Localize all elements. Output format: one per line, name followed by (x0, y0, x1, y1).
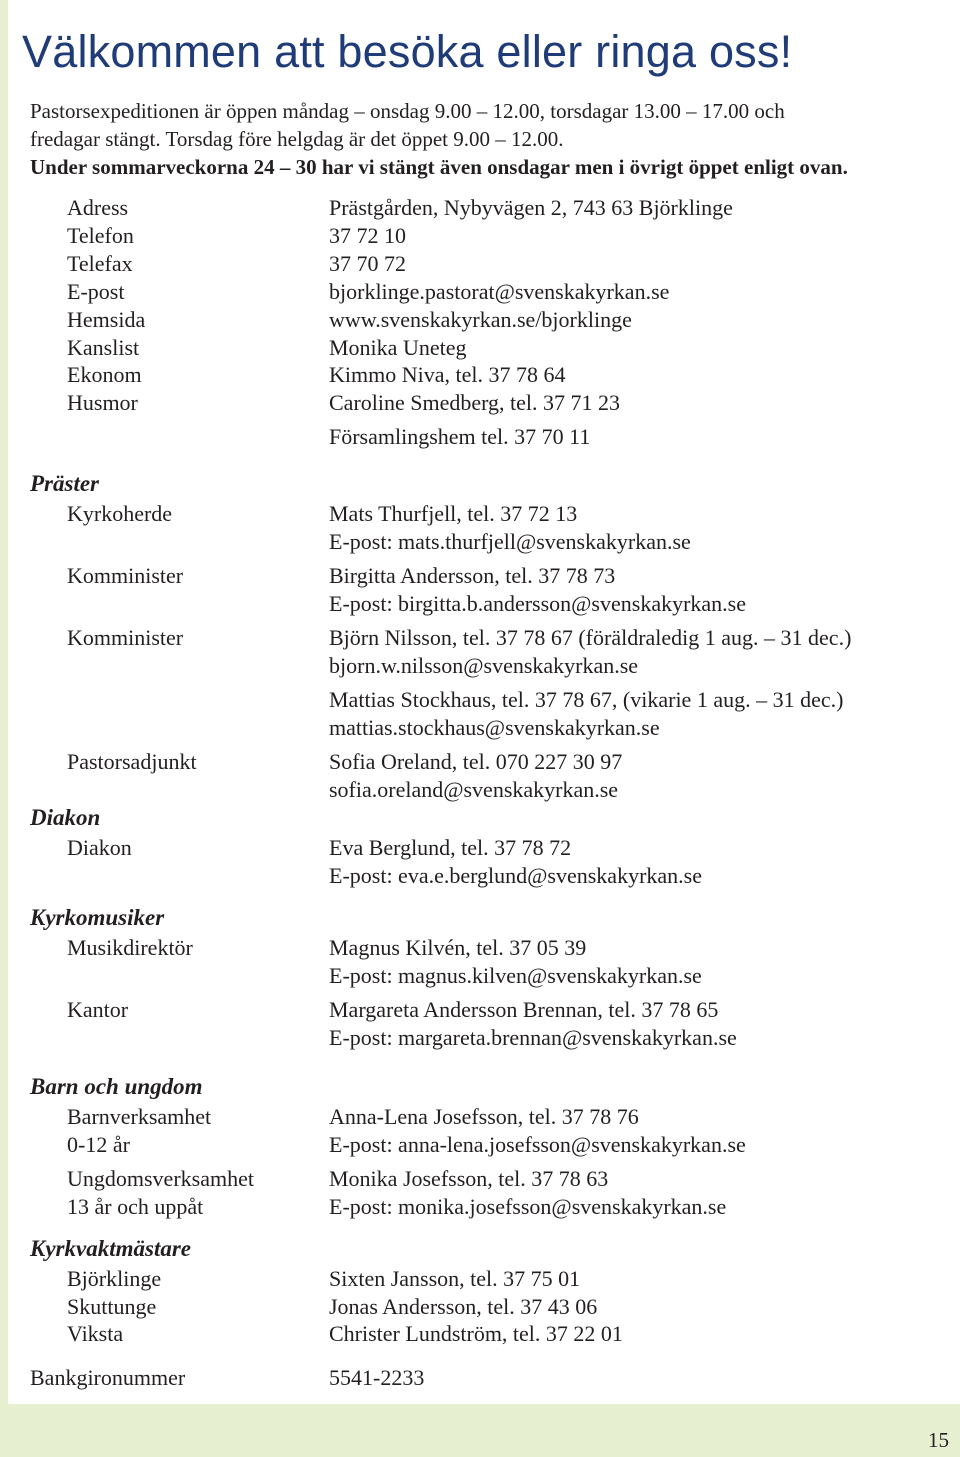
person-phone: Margareta Andersson Brennan, tel. 37 78 65 (329, 997, 719, 1022)
contact-label: Telefax (67, 251, 133, 276)
contact-value: Prästgården, Nybyvägen 2, 743 63 Björklinge (329, 195, 733, 220)
contact-value: Monika Uneteg (329, 335, 467, 360)
page-number: 15 (928, 1428, 949, 1452)
person-phone: Christer Lundström, tel. 37 22 01 (329, 1321, 623, 1346)
contact-label: Kanslist (67, 335, 140, 360)
person-phone: Mattias Stockhaus, tel. 37 78 67, (vikarie 1 aug. – 31 dec.) (329, 687, 844, 712)
place-label: Skuttunge (67, 1294, 157, 1319)
person-phone: Magnus Kilvén, tel. 37 05 39 (329, 935, 587, 960)
contact-label: E-post (67, 279, 125, 304)
contact-label: Adress (67, 195, 129, 220)
email-link[interactable]: sofia.oreland@svenskakyrkan.se (329, 777, 619, 802)
role-label: Musikdirektör (67, 935, 193, 960)
person-phone: Birgitta Andersson, tel. 37 78 73 (329, 563, 616, 588)
place-label: Björklinge (67, 1266, 162, 1291)
email-link[interactable]: E-post: magnus.kilven@svenskakyrkan.se (329, 963, 702, 988)
section-heading-barn-och-ungdom: Barn och ungdom (30, 1074, 203, 1099)
role-label: Barnverksamhet (67, 1104, 212, 1129)
role-sublabel: 0-12 år (67, 1132, 130, 1157)
person-phone: Sixten Jansson, tel. 37 75 01 (329, 1266, 581, 1291)
section-heading-praster: Präster (30, 471, 99, 496)
bankgiro-value: 5541-2233 (329, 1365, 425, 1390)
email-link[interactable]: E-post: margareta.brennan@svenskakyrkan.se (329, 1025, 737, 1050)
role-sublabel: 13 år och uppåt (67, 1194, 204, 1219)
opening-hours-line-2: fredagar stängt. Torsdag före helgdag är det öppet 9.00 – 12.00. (30, 127, 564, 151)
bankgiro-label: Bankgironummer (30, 1365, 186, 1390)
email-link[interactable]: E-post: anna-lena.josefsson@svenskakyrkan.se (329, 1132, 746, 1157)
contact-value: Kimmo Niva, tel. 37 78 64 (329, 362, 566, 387)
person-phone: Anna-Lena Josefsson, tel. 37 78 76 (329, 1104, 639, 1129)
email-link[interactable]: E-post: mats.thurfjell@svenskakyrkan.se (329, 529, 691, 554)
opening-hours-line-1: Pastorsexpeditionen är öppen måndag – onsdag 9.00 – 12.00, torsdagar 13.00 – 17.00 och (30, 99, 785, 123)
email-link[interactable]: mattias.stockhaus@svenskakyrkan.se (329, 715, 660, 740)
place-label: Viksta (67, 1321, 124, 1346)
contact-value: 37 70 72 (329, 251, 406, 276)
person-phone: Mats Thurfjell, tel. 37 72 13 (329, 501, 578, 526)
section-heading-kyrkvaktmastare: Kyrkvaktmästare (30, 1236, 191, 1261)
email-link[interactable]: E-post: monika.josefsson@svenskakyrkan.se (329, 1194, 727, 1219)
contact-label: Husmor (67, 390, 138, 415)
person-phone: Sofia Oreland, tel. 070 227 30 97 (329, 749, 623, 774)
role-label: Diakon (67, 835, 132, 860)
contact-label: Ekonom (67, 362, 142, 387)
contact-value: Caroline Smedberg, tel. 37 71 23 (329, 390, 621, 415)
person-phone: Eva Berglund, tel. 37 78 72 (329, 835, 572, 860)
section-heading-kyrkomusiker: Kyrkomusiker (30, 905, 165, 930)
role-label: Ungdomsverksamhet (67, 1166, 254, 1191)
email-link[interactable]: E-post: birgitta.b.andersson@svenskakyrkan.se (329, 591, 747, 616)
email-link[interactable]: bjorn.w.nilsson@svenskakyrkan.se (329, 653, 639, 678)
role-label: Kyrkoherde (67, 501, 173, 526)
contact-value: 37 72 10 (329, 223, 406, 248)
contact-label: Hemsida (67, 307, 146, 332)
person-phone: Monika Josefsson, tel. 37 78 63 (329, 1166, 609, 1191)
section-heading-diakon: Diakon (30, 805, 101, 830)
person-phone: Jonas Andersson, tel. 37 43 06 (329, 1294, 598, 1319)
contact-value: Församlingshem tel. 37 70 11 (329, 424, 591, 449)
role-label: Komminister (67, 563, 184, 588)
website-link[interactable]: www.svenskakyrkan.se/bjorklinge (329, 307, 632, 332)
email-link[interactable]: E-post: eva.e.berglund@svenskakyrkan.se (329, 863, 702, 888)
role-label: Kantor (67, 997, 129, 1022)
role-label: Komminister (67, 625, 184, 650)
contact-label: Telefon (67, 223, 134, 248)
page-title: Välkommen att besöka eller ringa oss! (22, 26, 793, 77)
person-phone: Björn Nilsson, tel. 37 78 67 (föräldraledig 1 aug. – 31 dec.) (329, 625, 852, 650)
role-label: Pastorsadjunkt (67, 749, 197, 774)
email-link[interactable]: bjorklinge.pastorat@svenskakyrkan.se (329, 279, 670, 304)
summer-hours-notice: Under sommarveckorna 24 – 30 har vi stängt även onsdagar men i övrigt öppet enligt ovan. (30, 155, 848, 179)
